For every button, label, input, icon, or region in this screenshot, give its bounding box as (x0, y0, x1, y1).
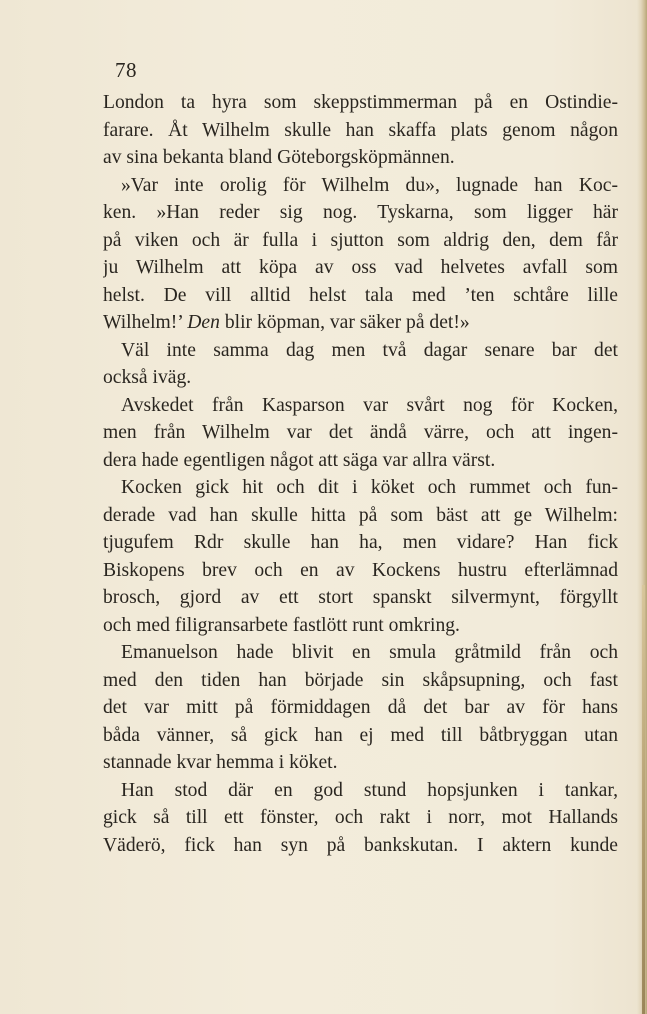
text-line: ken. »Han reder sig nog. Tyskarna, som ligger här (103, 202, 618, 223)
text-line: brosch, gjord av ett stort spanskt silvermynt, förgyllt (103, 587, 618, 608)
text-line: båda vänner, så gick han ej med till båtbryggan utan (103, 724, 618, 746)
italic-word: Den (187, 312, 220, 333)
text-line: av sina bekanta bland Göteborgsköpmännen. (103, 147, 455, 168)
text-span: blir köpman, var säker på det!» (219, 312, 470, 333)
text-line: Emanuelson hade blivit en smula gråtmild från och (121, 642, 618, 663)
text-line: helst. De vill alltid helst tala med ’ten schtåre lille (103, 284, 618, 306)
text-line: ju Wilhelm att köpa av oss vad helvetes avfall som (103, 257, 618, 278)
text-line: gick så till ett fönster, och rakt i norr, mot Hallands (103, 807, 618, 828)
body-text (103, 89, 618, 859)
text-line: dera hade egentligen något att säga var allra värst. (103, 449, 496, 471)
text-line: det var mitt på förmiddagen då det bar av för hans (103, 697, 618, 718)
text-line: Avskedet från Kasparson var svårt nog för Kocken, (121, 394, 618, 416)
text-line: men från Wilhelm var det ändå värre, och att ingen- (103, 422, 618, 443)
text-line: på viken och är fulla i sjutton som aldrig den, dem får (103, 229, 618, 251)
text-line: med den tiden han började sin skåpsupning, och fast (103, 669, 618, 691)
text-line: »Var inte orolig för Wilhelm du», lugnade han Koc- (121, 174, 618, 196)
page-edge-shadow (642, 585, 645, 1014)
text-line: också iväg. (103, 367, 192, 388)
text-line: Väderö, fick han syn på bankskutan. I aktern kunde (103, 834, 618, 856)
text-line: stannade kvar hemma i köket. (103, 752, 338, 773)
text-line: derade vad han skulle hitta på som bäst att ge Wilhelm: (103, 504, 618, 526)
text-line (103, 309, 618, 337)
text-line: Biskopens brev och en av Kockens hustru efterlämnad (103, 559, 618, 581)
text-line: och med filigransarbete fastlött runt omkring. (103, 614, 460, 636)
page-number: 78 (115, 58, 137, 82)
text-line: Han stod där en god stund hopsjunken i tankar, (121, 779, 618, 801)
text-line: tjugufem Rdr skulle han ha, men vidare? Han fick (103, 532, 618, 553)
text-span: Wilhelm!’ (103, 312, 188, 333)
text-line: Kocken gick hit och dit i köket och rummet och fun- (121, 477, 618, 498)
text-line: London ta hyra som skeppstimmerman på en Ostindie- (103, 92, 618, 113)
text-line: farare. Åt Wilhelm skulle han skaffa plats genom någon (103, 119, 618, 141)
text-line: Väl inte samma dag men två dagar senare bar det (121, 339, 618, 361)
